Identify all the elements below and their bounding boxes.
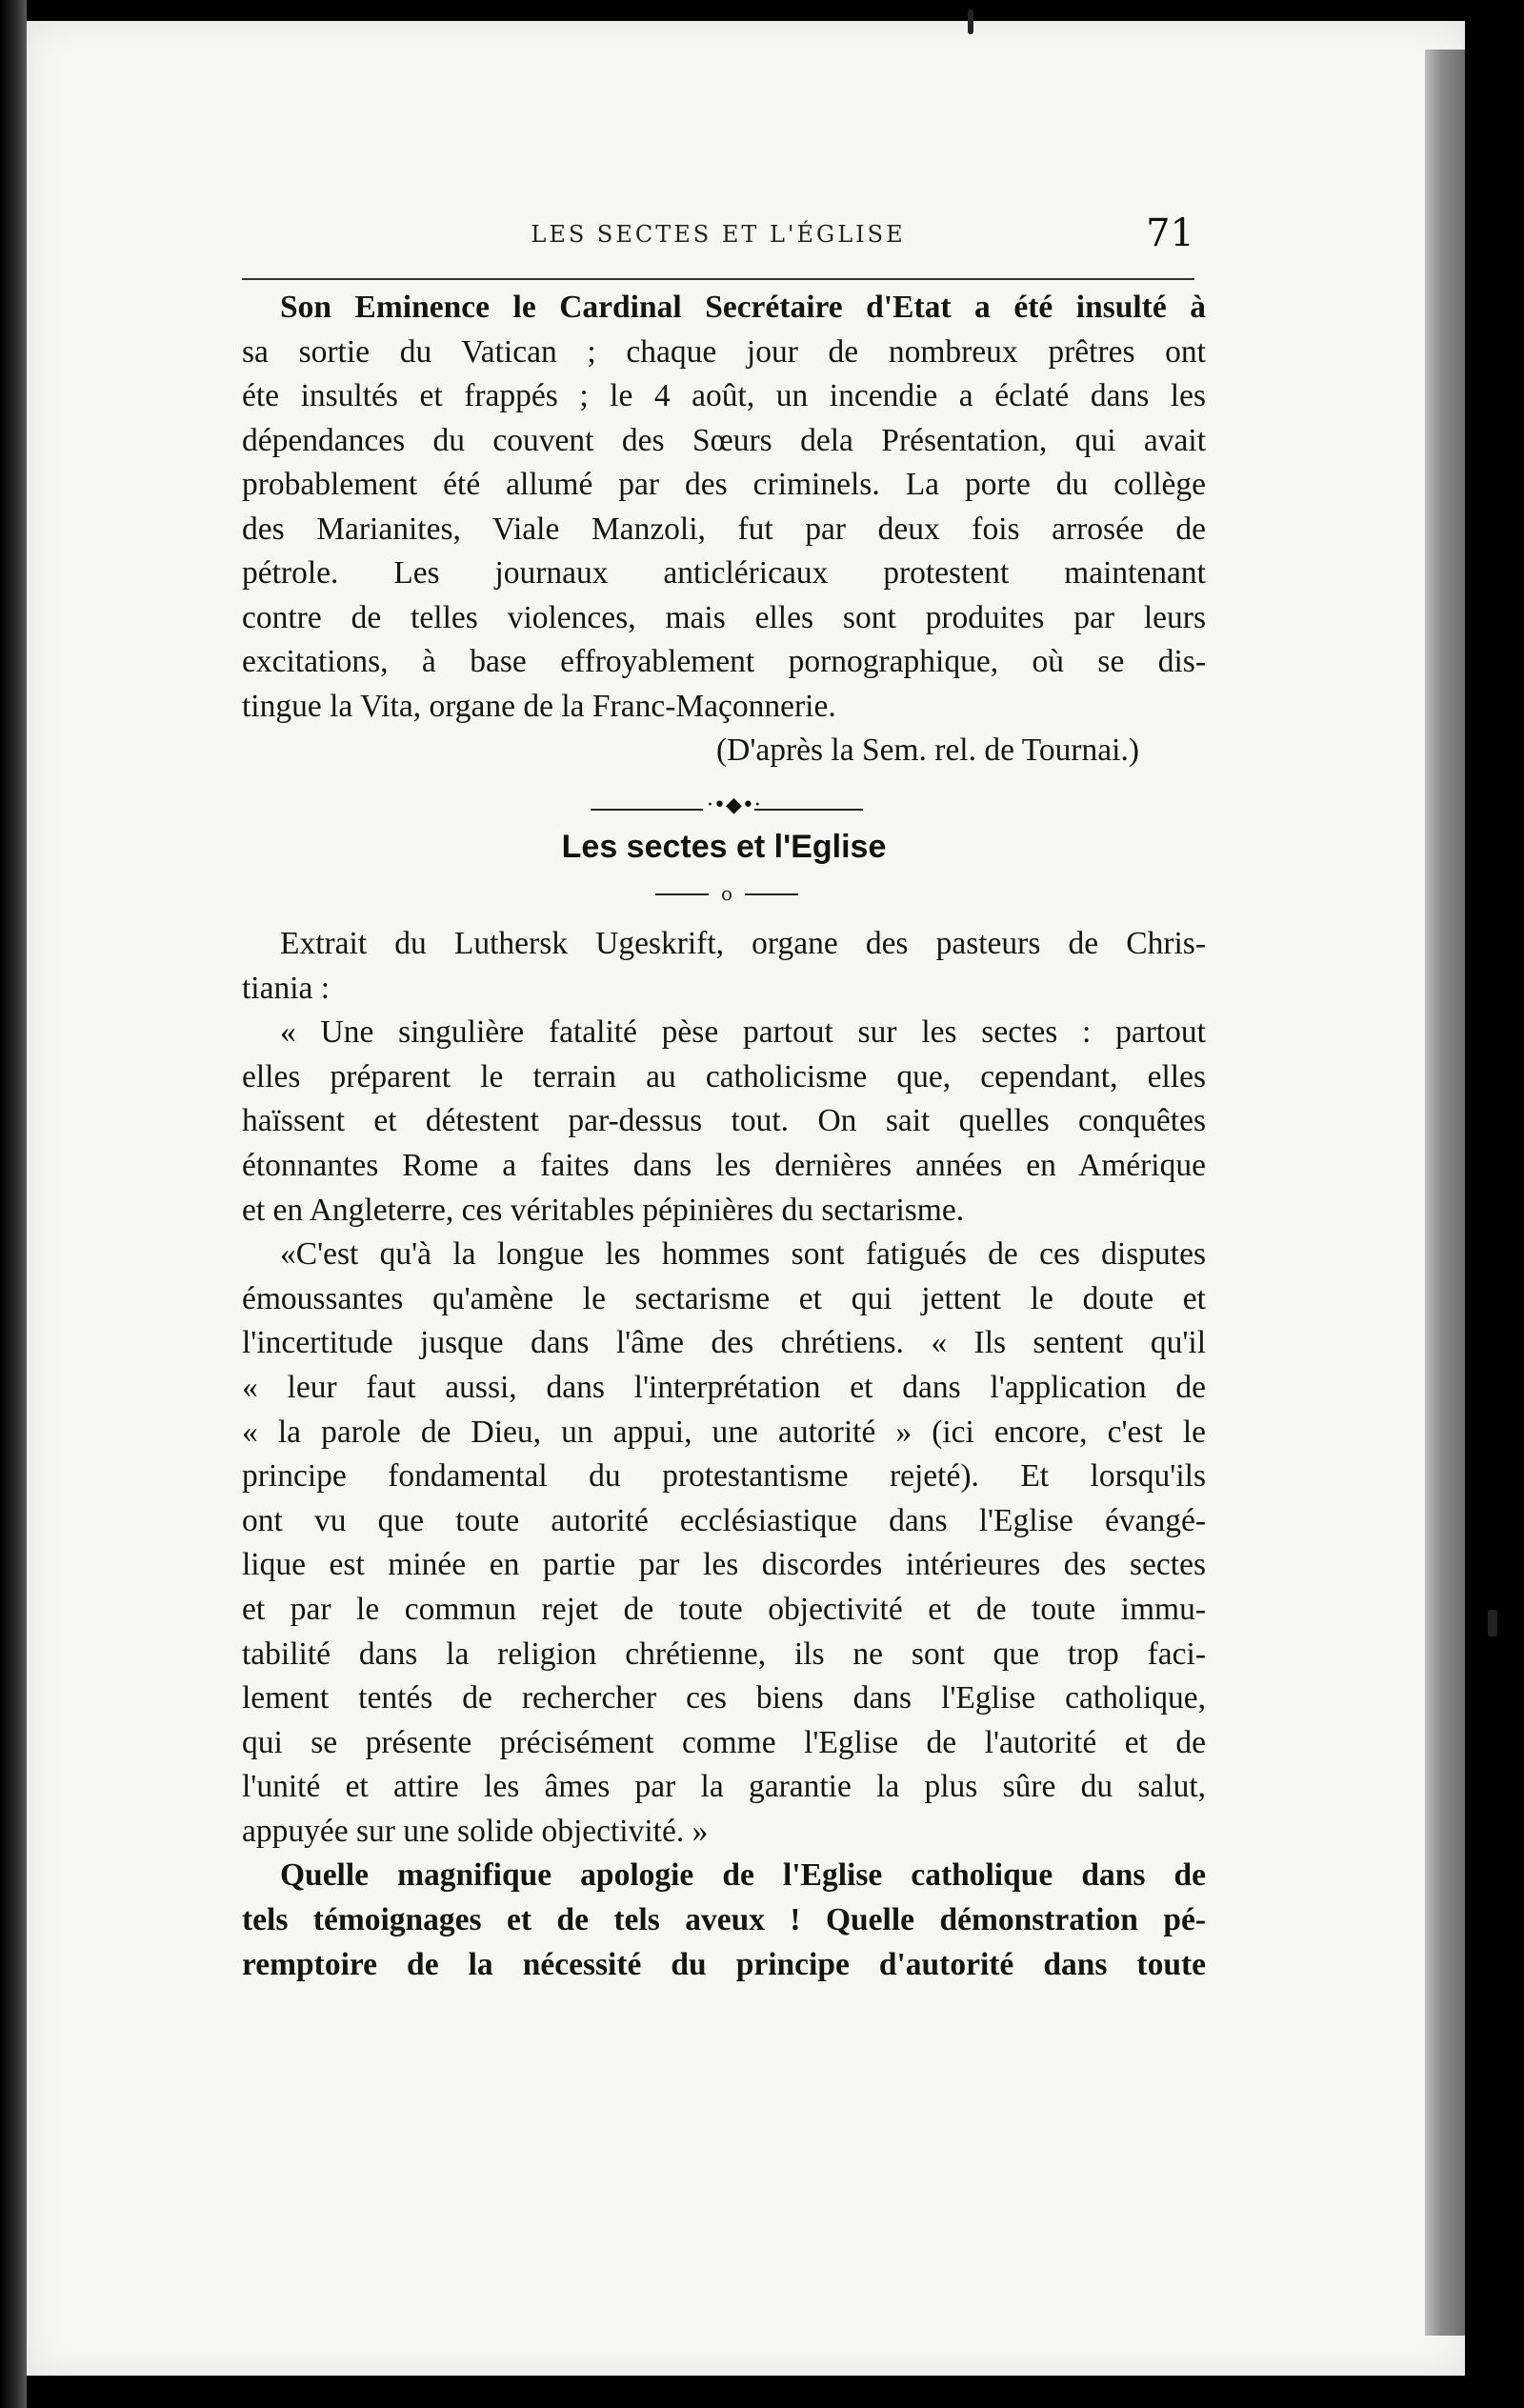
section-title: Les sectes et l'Eglise	[561, 829, 887, 865]
text-line: lique est minée en partie par les discordes intérieures des sectes	[242, 1547, 1206, 1583]
text-line: pétrole. Les journaux anticléricaux protestent maintenant	[242, 555, 1206, 591]
text-line: émoussantes qu'amène le sectarisme et qui jettent le doute et	[242, 1280, 1206, 1316]
text-line: tingue la Vita, organe de la Franc-Maçonnerie.	[242, 688, 836, 724]
text-line: lement tentés de rechercher ces biens dans l'Eglise catholique,	[242, 1680, 1206, 1716]
small-divider-right	[745, 893, 798, 895]
small-divider	[655, 884, 798, 903]
text-line: tiania :	[242, 970, 331, 1006]
text-line: haïssent et détestent par-dessus tout. On sait quelles conquêtes	[242, 1103, 1206, 1139]
scan-speck	[968, 10, 973, 34]
small-divider-left	[655, 893, 709, 895]
page-number: 71	[1146, 211, 1194, 255]
small-divider-mark: o	[720, 882, 733, 905]
text-line: probablement été allumé par des criminels. La porte du collège	[242, 467, 1206, 502]
scan-left-edge	[0, 0, 27, 2408]
text-line: ont vu que toute autorité ecclésiastique dans l'Eglise évangé-	[242, 1502, 1206, 1538]
text-line: qui se présente précisément comme l'Eglise de l'autorité et de	[242, 1724, 1206, 1760]
text-line: «C'est qu'à la longue les hommes sont fatigués de ces disputes	[280, 1236, 1206, 1273]
scan-speck	[1488, 1610, 1497, 1636]
text-line: « Une singulière fatalité pèse partout sur les sectes : partout	[280, 1014, 1206, 1051]
text-line: l'unité et attire les âmes par la garantie la plus sûre du salut,	[242, 1769, 1206, 1805]
text-line: des Marianites, Viale Manzoli, fut par deux fois arrosée de	[242, 511, 1206, 547]
text-line: l'incertitude jusque dans l'âme des chrétiens. « Ils sentent qu'il	[242, 1325, 1206, 1361]
text-line: Extrait du Luthersk Ugeskrift, organe des pasteurs de Chris-	[280, 926, 1206, 961]
page-header	[242, 211, 1194, 265]
text-line: « la parole de Dieu, un appui, une autorité » (ici encore, c'est le	[242, 1414, 1206, 1450]
text-line: tabilité dans la religion chrétienne, ils ne sont que trop faci-	[242, 1635, 1206, 1672]
text-line: contre de telles violences, mais elles sont produites par leurs	[242, 599, 1206, 635]
divider-line-left	[591, 809, 703, 811]
text-line: principe fondamental du protestantisme rejeté). Et lorsqu'ils	[242, 1458, 1206, 1495]
text-line: excitations, à base effroyablement pornographique, où se dis-	[242, 644, 1206, 679]
header-rule	[242, 278, 1194, 280]
attribution: (D'après la Sem. rel. de Tournai.)	[715, 732, 1139, 768]
text-line: étonnantes Rome a faites dans les dernières années en Amérique	[242, 1147, 1206, 1183]
text-line: elles préparent le terrain au catholicisme que, cependant, elles	[242, 1058, 1206, 1094]
divider-line-right	[754, 809, 863, 811]
text-line: sa sortie du Vatican ; chaque jour de nombreux prêtres ont	[242, 333, 1206, 370]
text-line: dépendances du couvent des Sœurs dela Présentation, qui avait	[242, 422, 1206, 458]
paragraph-cardinal	[242, 286, 1206, 773]
divider-ornament: ·•◆•·	[707, 793, 761, 817]
text-line: tels témoignages et de tels aveux ! Quelle démonstration pé-	[242, 1902, 1206, 1938]
page-edge-shadow	[1425, 50, 1465, 2336]
text-line: éte insultés et frappés ; le 4 août, un incendie a éclaté dans les	[242, 378, 1206, 413]
text-line: et par le commun rejet de toute objectivité et de toute immu-	[242, 1591, 1206, 1627]
running-head: LES SECTES ET L'ÉGLISE	[531, 221, 906, 248]
text-line: « leur faut aussi, dans l'interprétation et dans l'application de	[242, 1369, 1206, 1405]
text-line: Quelle magnifique apologie de l'Eglise catholique dans de	[280, 1857, 1206, 1894]
text-line: Son Eminence le Cardinal Secrétaire d'Etat a été insulté à	[280, 290, 1206, 325]
text-line: remptoire de la nécessité du principe d'autorité dans toute	[242, 1946, 1206, 1982]
text-line: et en Angleterre, ces véritables pépinières du sectarisme.	[242, 1192, 965, 1228]
text-line: appuyée sur une solide objectivité. »	[242, 1813, 709, 1849]
article-body	[242, 922, 1206, 1987]
ornamental-divider	[591, 793, 863, 817]
